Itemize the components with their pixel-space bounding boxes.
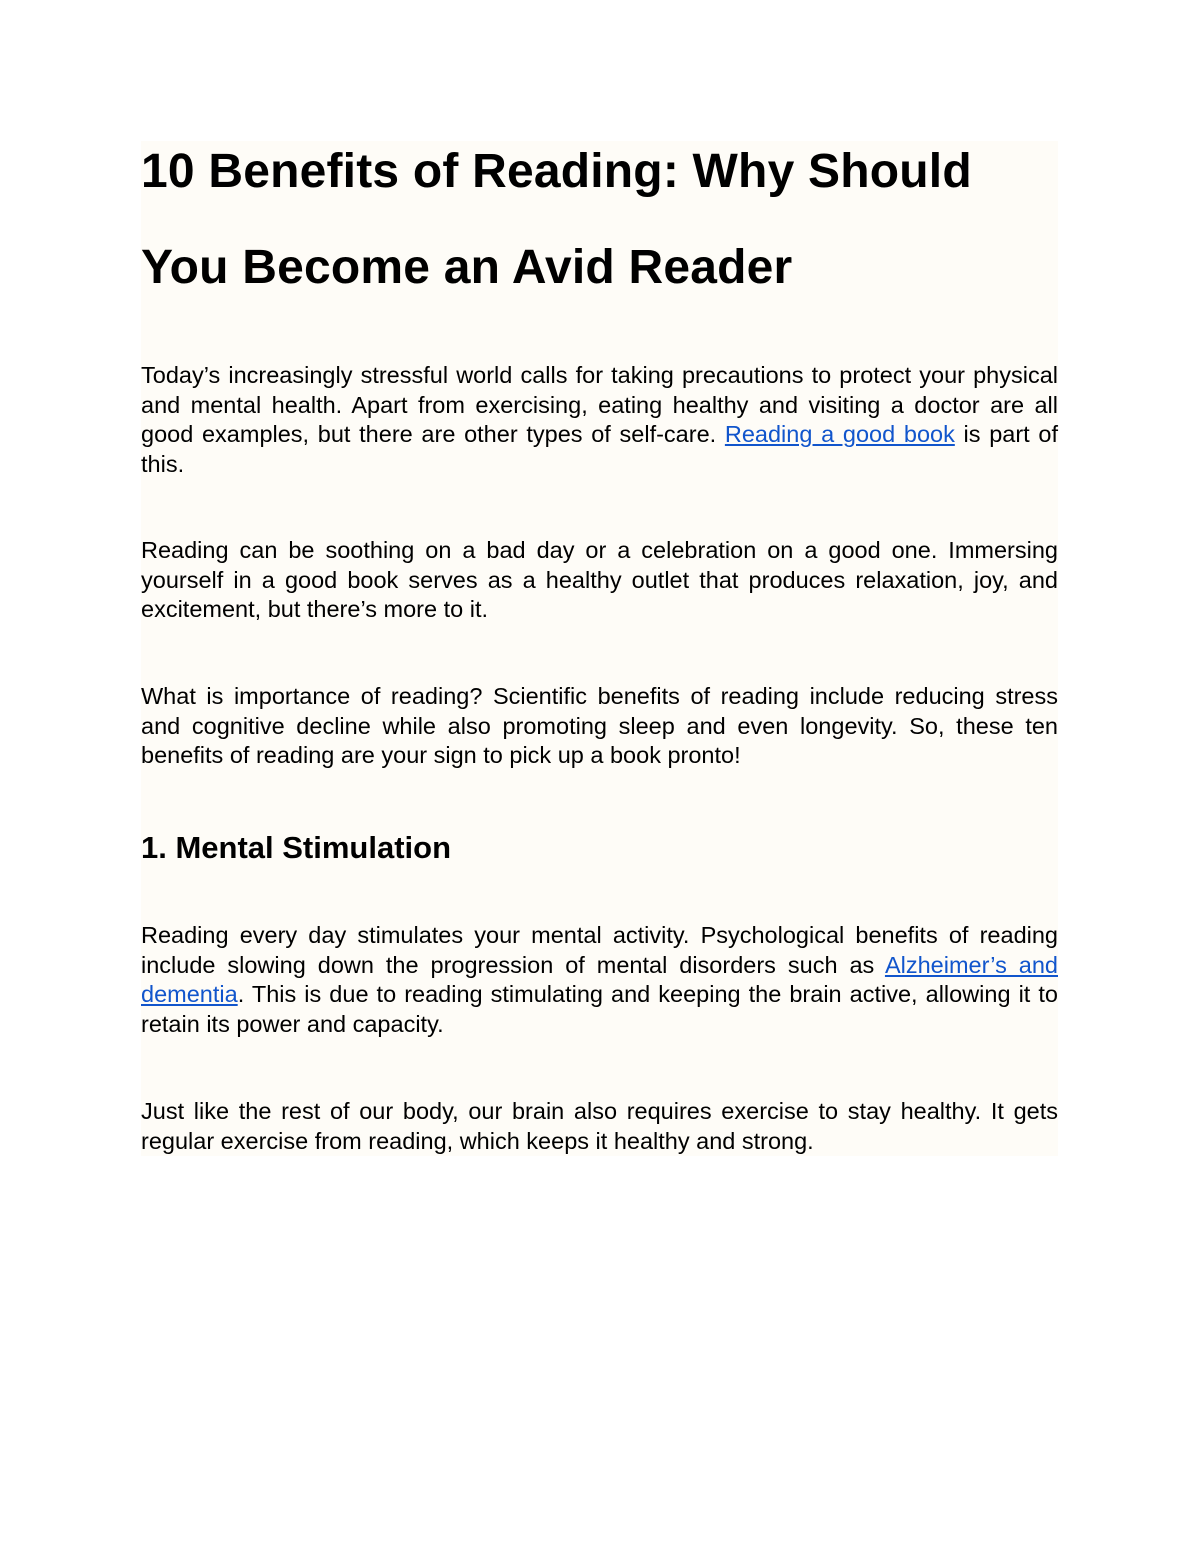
article-title: 10 Benefits of Reading: Why Should You Become an Avid Reader [141, 145, 972, 294]
section-heading-mental-stimulation: 1. Mental Stimulation [141, 830, 452, 865]
intro-paragraph-3: What is importance of reading? Scientific benefits of reading include reducing stress and cognitive decline while also promoting sleep and even longevity. So, these ten benefits of reading are your sign to pick up a book pronto! [141, 683, 1058, 769]
section1-paragraph-1-tail: . This is due to reading stimulating and keeping the brain active, allowing it to retain its power and capacity. [141, 981, 1058, 1037]
section1-paragraph-2: Just like the rest of our body, our brain also requires exercise to stay healthy. It gets regular exercise from reading, which keeps it healthy and strong. [141, 1098, 1058, 1154]
reading-a-good-book-link[interactable]: Reading a good book [724, 421, 955, 448]
document-page [141, 141, 1058, 1156]
section1-paragraph-1-text: Reading every day stimulates your mental activity. Psychological benefits of reading include slowing down the progression of mental disorders such as [141, 922, 1058, 978]
intro-paragraph-1 [141, 361, 1058, 479]
section1-paragraph-1 [141, 921, 1058, 1039]
intro-paragraph-2: Reading can be soothing on a bad day or a celebration on a good one. Immersing yourself in a good book serves as a healthy outlet that produces relaxation, joy, and excitement, but there’s more to it. [141, 537, 1058, 623]
alzheimers-and-dementia-link[interactable]: Alzheimer’s and dementia [141, 951, 1058, 1008]
intro-paragraph-1-text: Today’s increasingly stressful world calls for taking precautions to protect your physical and mental health. Apart from exercising, eating healthy and visiting a doctor are all good examples, but there are other types of self-care. [141, 362, 1058, 448]
intro-paragraph-1-tail: is part of this. [141, 421, 1058, 477]
